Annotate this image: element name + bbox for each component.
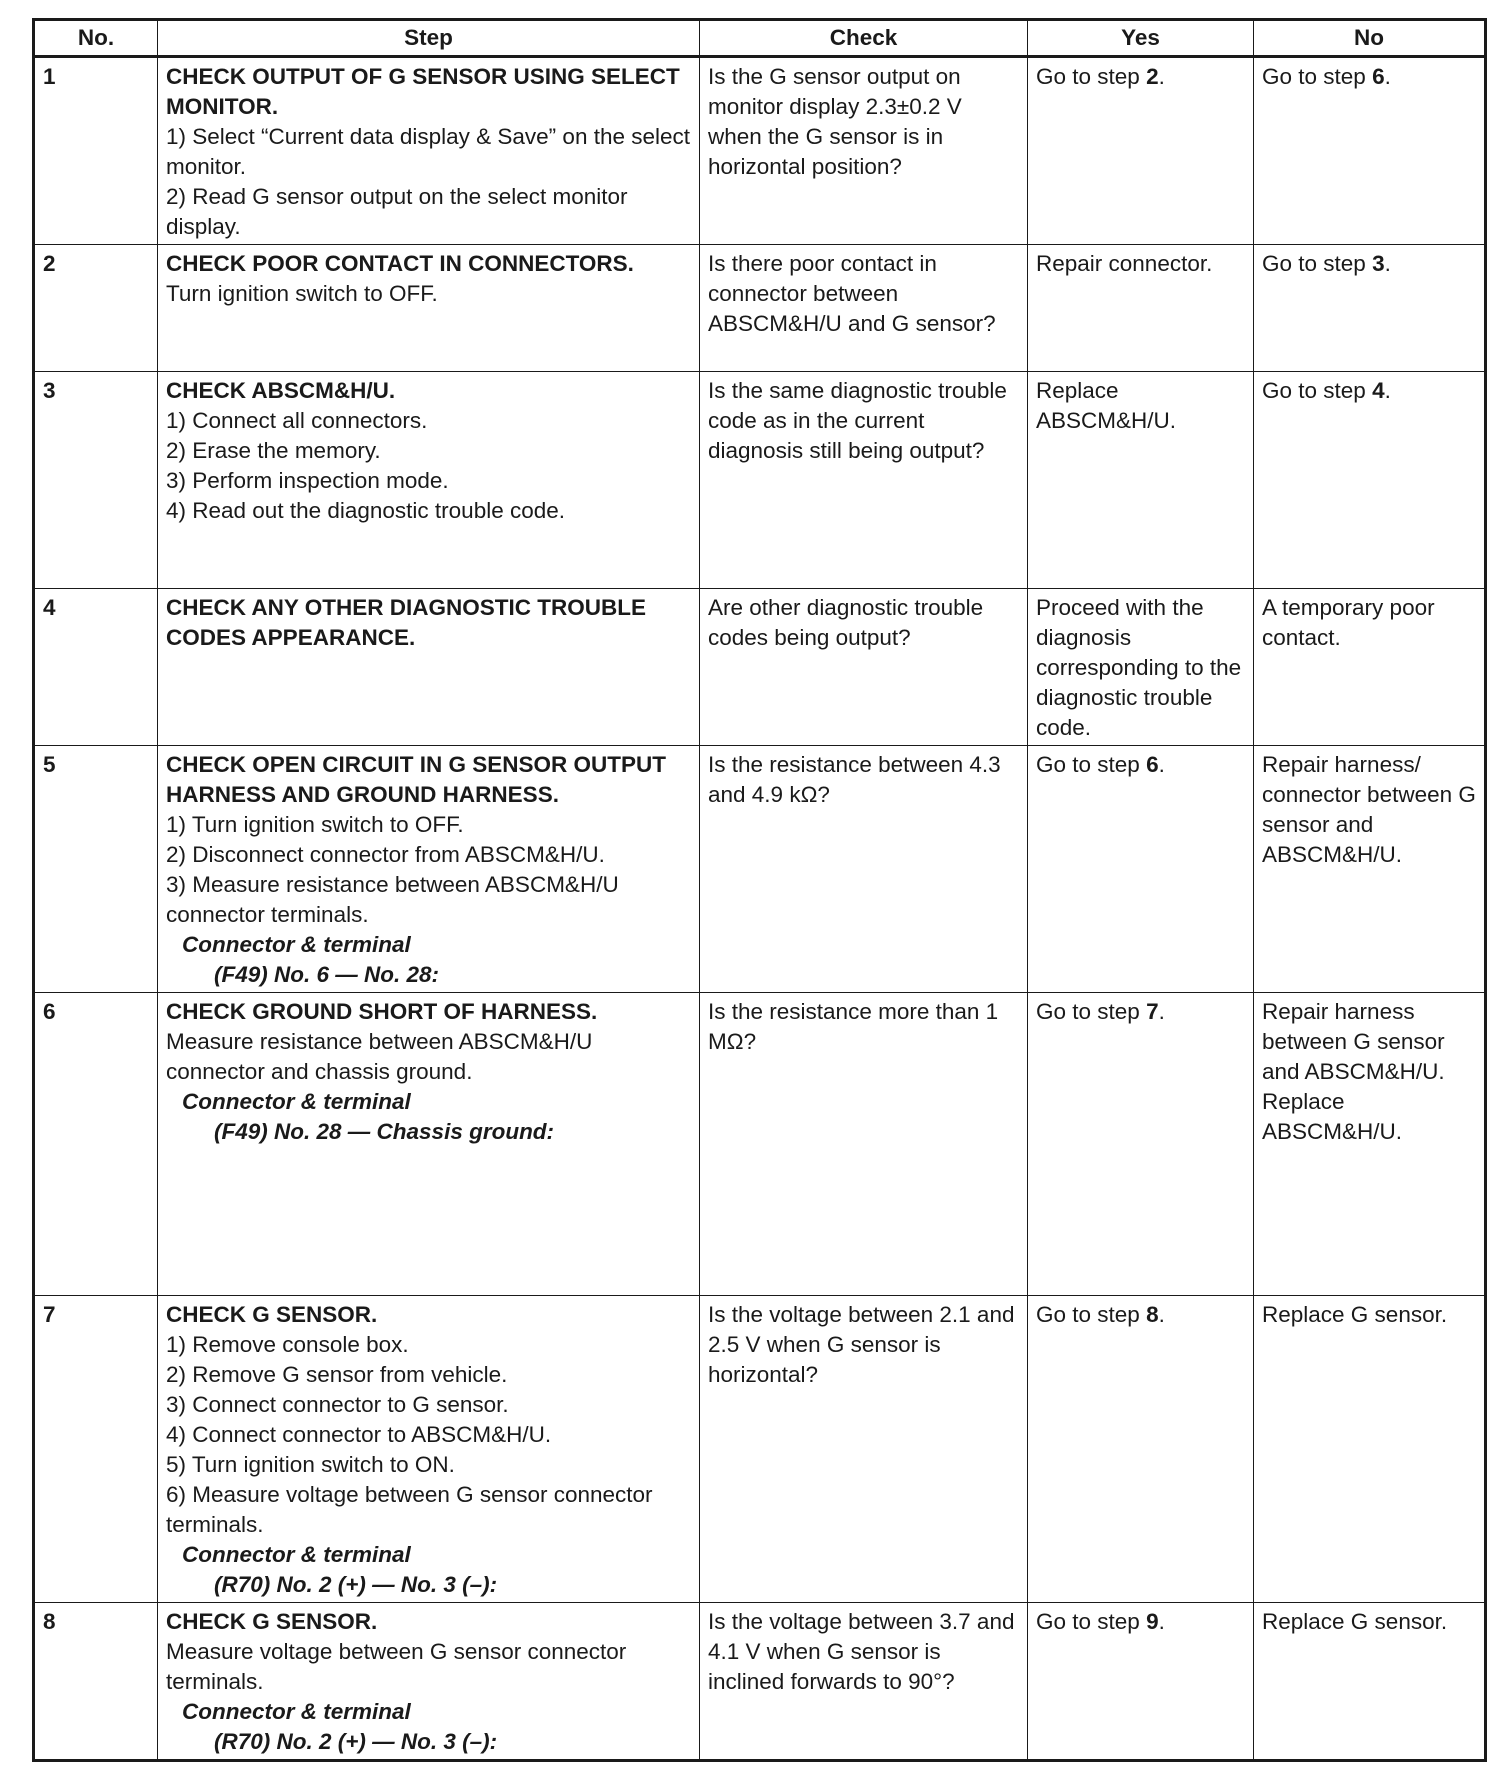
- yes-cell: [1028, 1296, 1254, 1603]
- connector-terminal-value: (R70) No. 2 (+) — No. 3 (–):: [214, 1729, 498, 1754]
- connector-terminal-label: Connector & terminal: [182, 932, 411, 957]
- diagnostic-page: [32, 18, 1484, 1762]
- yes-text-end: .: [1158, 999, 1165, 1024]
- yes-text-end: .: [1158, 1609, 1165, 1634]
- step-title: CHECK ABSCM&H/U.: [166, 378, 396, 403]
- yes-text: Go to step: [1036, 1302, 1147, 1327]
- no-text-end: .: [1384, 378, 1391, 403]
- no-text: Go to step: [1262, 251, 1373, 276]
- header-row: [34, 20, 1486, 57]
- table-row: [34, 746, 1486, 993]
- yes-text: Go to step: [1036, 752, 1147, 777]
- table-row: [34, 1603, 1486, 1761]
- header-yes: Yes: [1028, 20, 1254, 57]
- check-cell: Is the resistance more than 1 MΩ?: [700, 993, 1028, 1296]
- no-cell: [1254, 589, 1486, 746]
- no-cell: [1254, 245, 1486, 372]
- step-title: CHECK POOR CONTACT IN CONNECTORS.: [166, 251, 634, 276]
- connector-terminal-value: (R70) No. 2 (+) — No. 3 (–):: [214, 1572, 498, 1597]
- no-cell: [1254, 1296, 1486, 1603]
- no-step-number: 6: [1372, 64, 1385, 89]
- check-cell: Is the same diagnostic trouble code as in the current diagnosis still being output?: [700, 372, 1028, 589]
- no-text: Replace G sensor.: [1262, 1302, 1448, 1327]
- step-number: 4: [34, 589, 158, 746]
- step-number: 1: [34, 57, 158, 245]
- check-cell: Is the resistance between 4.3 and 4.9 kΩ?: [700, 746, 1028, 993]
- header-no: No.: [34, 20, 158, 57]
- step-cell: [158, 589, 700, 746]
- step-instruction: 2) Read G sensor output on the select monitor display.: [166, 184, 628, 239]
- yes-cell: [1028, 993, 1254, 1296]
- yes-cell: [1028, 372, 1254, 589]
- no-text: Replace G sensor.: [1262, 1609, 1448, 1634]
- step-instruction: 4) Connect connector to ABSCM&H/U.: [166, 1422, 552, 1447]
- connector-terminal-label: Connector & terminal: [182, 1699, 411, 1724]
- step-number: 3: [34, 372, 158, 589]
- no-text: Go to step: [1262, 64, 1373, 89]
- table-row: [34, 1296, 1486, 1603]
- step-title: CHECK OPEN CIRCUIT IN G SENSOR OUTPUT HARNESS AND GROUND HARNESS.: [166, 752, 667, 807]
- step-title: CHECK OUTPUT OF G SENSOR USING SELECT MONITOR.: [166, 64, 680, 119]
- yes-step-number: 6: [1146, 752, 1159, 777]
- step-cell: [158, 372, 700, 589]
- no-cell: [1254, 57, 1486, 245]
- step-instruction: 5) Turn ignition switch to ON.: [166, 1452, 455, 1477]
- yes-text-end: .: [1158, 64, 1165, 89]
- step-instruction: 4) Read out the diagnostic trouble code.: [166, 498, 566, 523]
- step-instruction: 2) Erase the memory.: [166, 438, 381, 463]
- connector-terminal-label: Connector & terminal: [182, 1542, 411, 1567]
- step-cell: [158, 1296, 700, 1603]
- step-instruction: 3) Measure resistance between ABSCM&H/U connector terminals.: [166, 872, 619, 927]
- yes-text: Go to step: [1036, 64, 1147, 89]
- no-text-end: .: [1384, 64, 1391, 89]
- table-row: [34, 589, 1486, 746]
- step-instruction: Measure voltage between G sensor connector terminals.: [166, 1639, 627, 1694]
- check-cell: Is the G sensor output on monitor display 2.3±0.2 V when the G sensor is in horizontal position?: [700, 57, 1028, 245]
- yes-cell: [1028, 57, 1254, 245]
- header-step: Step: [158, 20, 700, 57]
- step-instruction: Turn ignition switch to OFF.: [166, 281, 438, 306]
- step-instruction: 1) Turn ignition switch to OFF.: [166, 812, 464, 837]
- no-cell: [1254, 372, 1486, 589]
- no-cell: [1254, 1603, 1486, 1761]
- yes-text-end: .: [1158, 752, 1165, 777]
- step-instruction: 3) Perform inspection mode.: [166, 468, 449, 493]
- yes-cell: [1028, 245, 1254, 372]
- yes-cell: [1028, 746, 1254, 993]
- check-cell: Are other diagnostic trouble codes being output?: [700, 589, 1028, 746]
- check-cell: Is the voltage between 3.7 and 4.1 V when G sensor is inclined forwards to 90°?: [700, 1603, 1028, 1761]
- step-instruction: Measure resistance between ABSCM&H/U connector and chassis ground.: [166, 1029, 593, 1084]
- check-cell: Is the voltage between 2.1 and 2.5 V when G sensor is horizontal?: [700, 1296, 1028, 1603]
- yes-text-end: .: [1158, 1302, 1165, 1327]
- step-instruction: 2) Remove G sensor from vehicle.: [166, 1362, 508, 1387]
- step-cell: [158, 1603, 700, 1761]
- table-row: [34, 372, 1486, 589]
- no-cell: [1254, 746, 1486, 993]
- step-title: CHECK G SENSOR.: [166, 1609, 378, 1634]
- yes-text: Proceed with the diagnosis corresponding to the diagnostic trouble code.: [1036, 595, 1242, 740]
- table-row: [34, 245, 1486, 372]
- connector-terminal-value: (F49) No. 28 — Chassis ground:: [214, 1119, 555, 1144]
- connector-terminal-label: Connector & terminal: [182, 1089, 411, 1114]
- connector-terminal-value: (F49) No. 6 — No. 28:: [214, 962, 440, 987]
- no-cell: [1254, 993, 1486, 1296]
- step-instruction: 3) Connect connector to G sensor.: [166, 1392, 509, 1417]
- table-row: [34, 993, 1486, 1296]
- no-text: Repair harness/ connector between G sensor and ABSCM&H/U.: [1262, 752, 1476, 867]
- step-cell: [158, 57, 700, 245]
- no-text: Repair harness between G sensor and ABSCM&H/U. Replace ABSCM&H/U.: [1262, 999, 1445, 1144]
- step-instruction: 1) Select “Current data display & Save” on the select monitor.: [166, 124, 691, 179]
- step-title: CHECK ANY OTHER DIAGNOSTIC TROUBLE CODES APPEARANCE.: [166, 595, 647, 650]
- no-text: Go to step: [1262, 378, 1373, 403]
- no-step-number: 4: [1372, 378, 1385, 403]
- step-number: 8: [34, 1603, 158, 1761]
- diagnostic-table: [32, 18, 1487, 1762]
- yes-cell: [1028, 589, 1254, 746]
- step-number: 7: [34, 1296, 158, 1603]
- yes-cell: [1028, 1603, 1254, 1761]
- check-cell: Is there poor contact in connector between ABSCM&H/U and G sensor?: [700, 245, 1028, 372]
- table-row: [34, 57, 1486, 245]
- yes-step-number: 2: [1146, 64, 1159, 89]
- step-title: CHECK G SENSOR.: [166, 1302, 378, 1327]
- step-instruction: 6) Measure voltage between G sensor connector terminals.: [166, 1482, 653, 1537]
- yes-step-number: 9: [1146, 1609, 1159, 1634]
- step-cell: [158, 245, 700, 372]
- yes-step-number: 8: [1146, 1302, 1159, 1327]
- step-instruction: 1) Remove console box.: [166, 1332, 409, 1357]
- step-cell: [158, 746, 700, 993]
- no-text: A temporary poor contact.: [1262, 595, 1435, 650]
- yes-text: Repair connector.: [1036, 251, 1213, 276]
- no-step-number: 3: [1372, 251, 1385, 276]
- yes-text: Replace ABSCM&H/U.: [1036, 378, 1177, 433]
- step-title: CHECK GROUND SHORT OF HARNESS.: [166, 999, 598, 1024]
- yes-step-number: 7: [1146, 999, 1159, 1024]
- step-cell: [158, 993, 700, 1296]
- header-no-result: No: [1254, 20, 1486, 57]
- step-number: 6: [34, 993, 158, 1296]
- no-text-end: .: [1384, 251, 1391, 276]
- yes-text: Go to step: [1036, 1609, 1147, 1634]
- step-instruction: 2) Disconnect connector from ABSCM&H/U.: [166, 842, 605, 867]
- step-instruction: 1) Connect all connectors.: [166, 408, 428, 433]
- step-number: 2: [34, 245, 158, 372]
- step-number: 5: [34, 746, 158, 993]
- yes-text: Go to step: [1036, 999, 1147, 1024]
- header-check: Check: [700, 20, 1028, 57]
